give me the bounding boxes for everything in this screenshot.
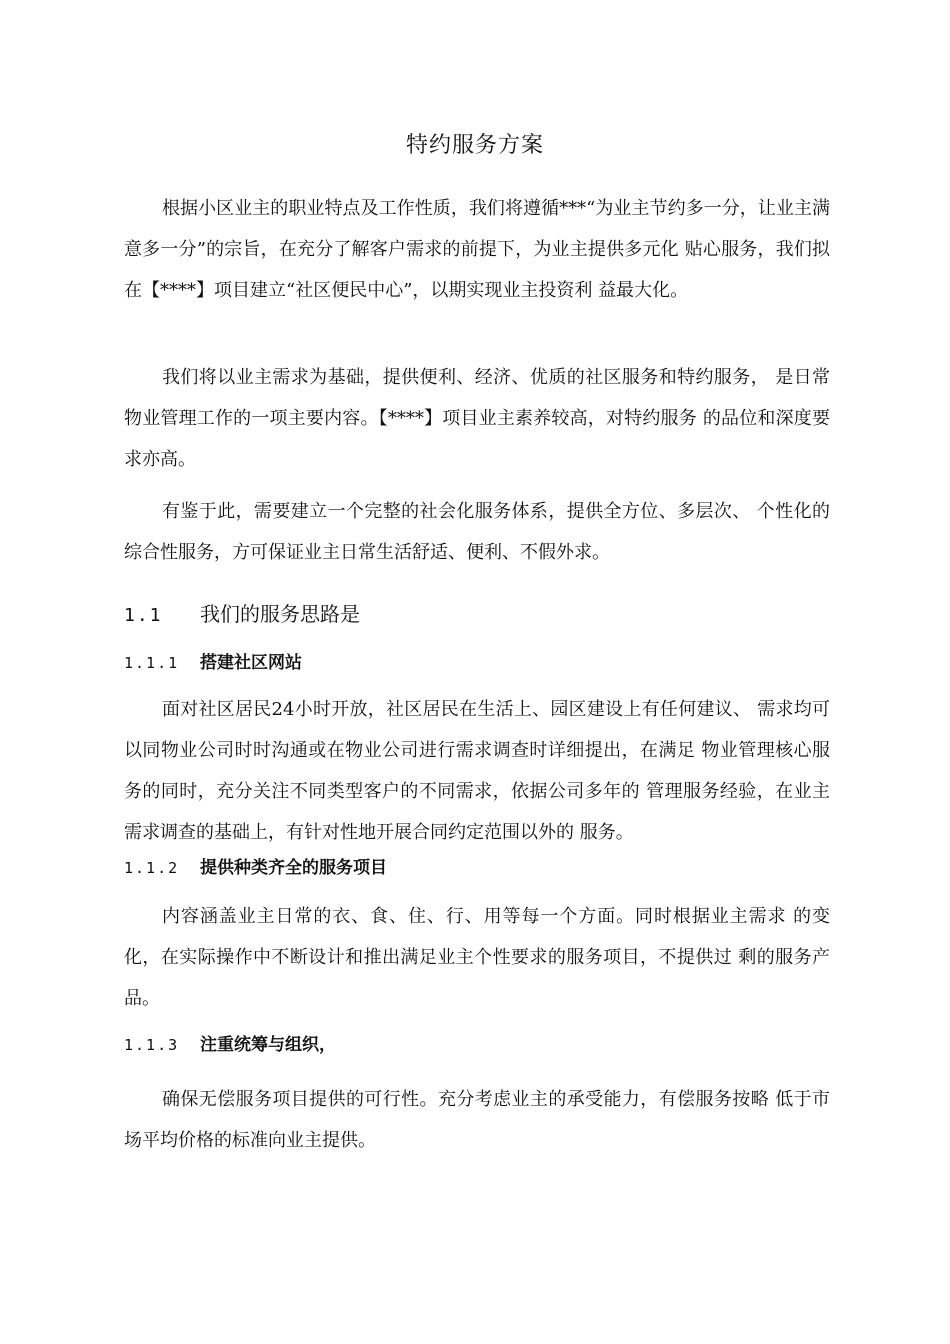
subsection-title: 注重统筹与组织， <box>200 1035 336 1055</box>
intro-paragraph-3: 有鉴于此，需要建立一个完整的社会化服务体系，提供全方位、多层次、 个性化的综合性服务，方可保证业主日常生活舒适、便利、不假外求。 <box>124 501 830 563</box>
subsection-number: 1.1.1 <box>124 654 180 672</box>
intro-paragraph-1: 根据小区业主的职业特点及工作性质，我们将遵循***“为业主节约多一分，让业主满意多一分”的宗旨，在充分了解客户需求的前提下，为业主提供多元化 贴心服务，我们拟在【****】项目建立“社区便民中心”，以期实现业主投资利 益最大化。 <box>124 198 830 301</box>
section-title: 我们的服务思路是 <box>200 602 360 626</box>
subsection-number: 1.1.3 <box>124 1036 180 1054</box>
subsection-body-3: 确保无偿服务项目提供的可行性。充分考虑业主的承受能力，有偿服务按略 低于市场平均价格的标准向业主提供。 <box>124 1089 830 1151</box>
section-number: 1.1 <box>124 605 163 626</box>
subsection-body-2: 内容涵盖业主日常的衣、食、住、行、用等每一个方面。同时根据业主需求 的变化，在实际操作中不断设计和推出满足业主个性要求的服务项目，不提供过 剩的服务产品。 <box>124 906 830 1009</box>
subsection-body-1: 面对社区居民24小时开放，社区居民在生活上、园区建设上有任何建议、 需求均可以同物业公司时时沟通或在物业公司进行需求调查时详细提出，在满足 物业管理核心服务的同时，充分关注不同类型客户的不同需求，依据公司多年的 管理服务经验，在业主需求调查的基础上，有针对性地开展合同约定范围以外的 服务。 <box>124 699 830 843</box>
subsection-title: 提供种类齐全的服务项目 <box>200 858 387 878</box>
subsection-heading-3 <box>124 1032 336 1058</box>
document-title: 特约服务方案 <box>405 133 544 158</box>
intro-paragraph-2: 我们将以业主需求为基础，提供便利、经济、优质的社区服务和特约服务， 是日常物业管理工作的一项主要内容。【****】项目业主素养较高，对特约服务 的品位和深度要求亦高。 <box>124 367 830 470</box>
subsection-heading-1 <box>124 650 302 676</box>
subsection-number: 1.1.2 <box>124 859 180 877</box>
section-heading <box>124 599 360 631</box>
subsection-title: 搭建社区网站 <box>200 653 302 673</box>
subsection-heading-2 <box>124 855 387 881</box>
